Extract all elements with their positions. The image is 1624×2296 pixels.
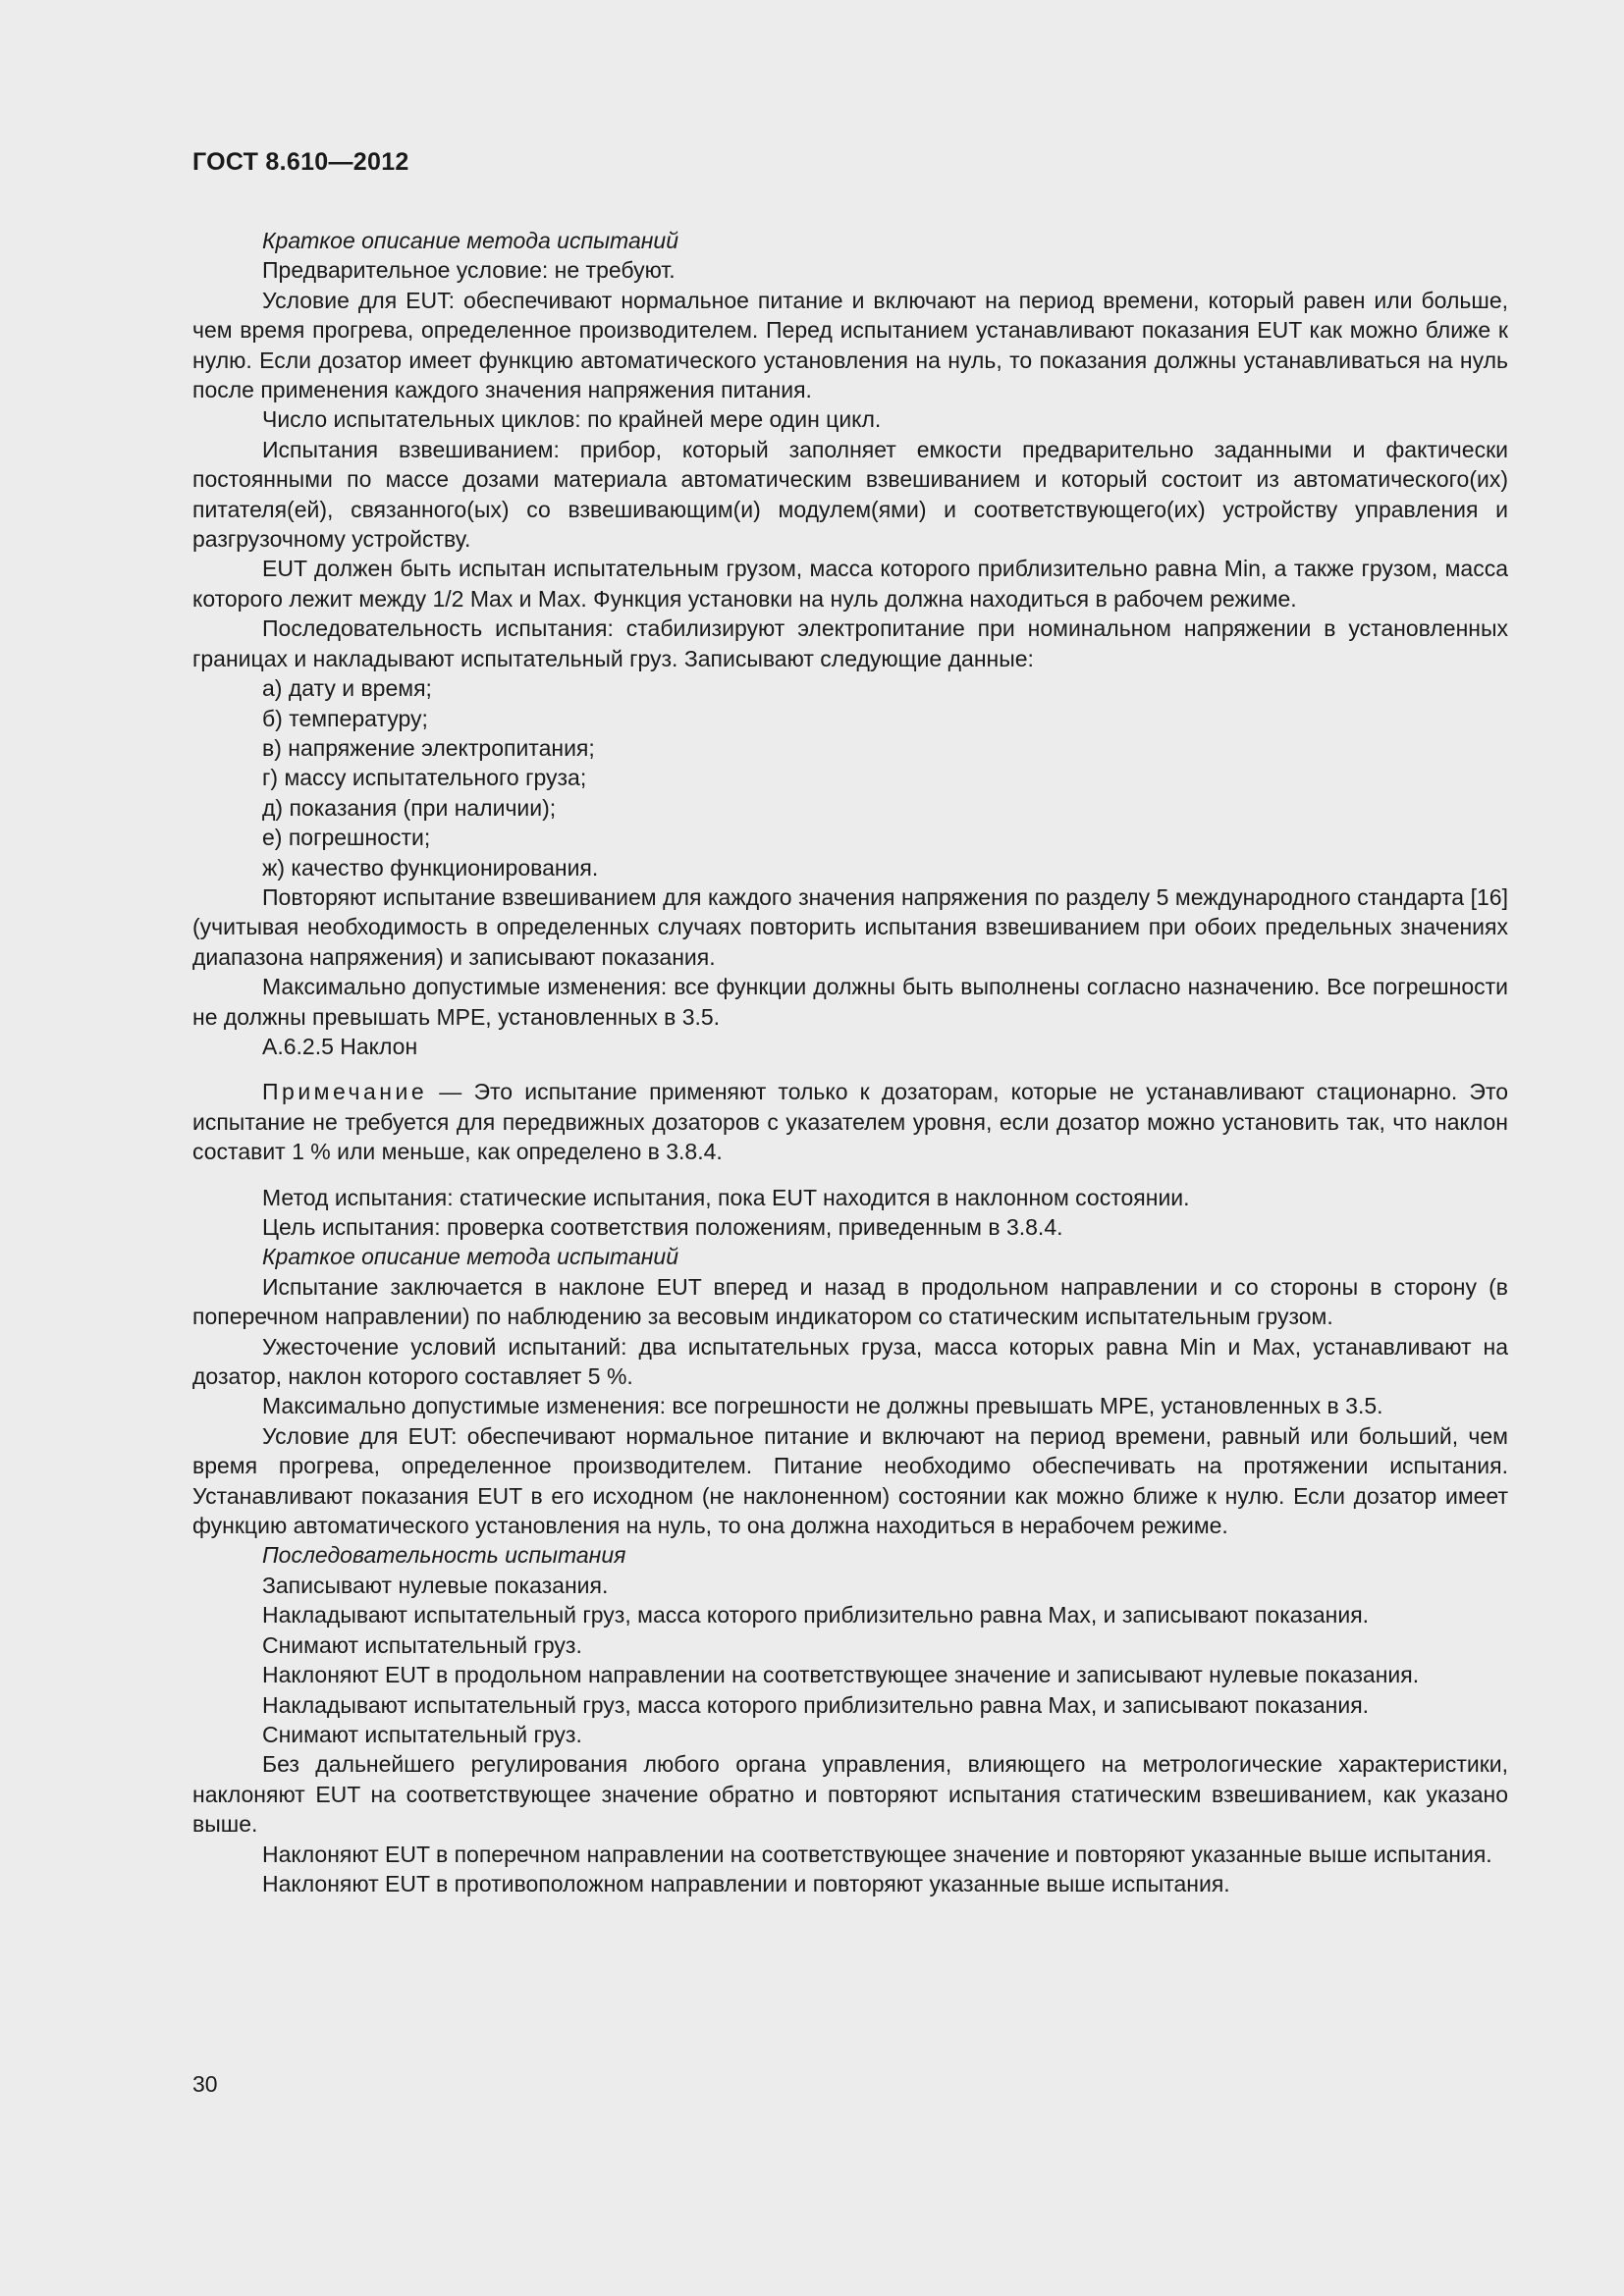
section-heading: Последовательность испытания xyxy=(262,1542,626,1569)
paragraph: Накладывают испытательный груз, масса которого приблизительно равна Max, и записывают показания. xyxy=(262,1602,1370,1629)
page-number: 30 xyxy=(192,2071,218,2097)
paragraph: Наклоняют EUT в противоположном направлении и повторяют указанные выше испытания. xyxy=(262,1870,1230,1896)
section-heading: Краткое описание метода испытаний xyxy=(262,1244,678,1270)
paragraph: Испытания взвешиванием: прибор, который заполняет емкости предварительно заданными и фактически постоянными по массе дозами материала автоматическим взвешиванием и который состоит из автоматического(их) питателя(ей), связанного(ых) со взвешивающим(и) модулем(ями) и соответствующего(их) устройству управления и разгрузочному устройству. xyxy=(192,436,1508,553)
paragraph: Число испытательных циклов: по крайней мере один цикл. xyxy=(262,406,882,433)
list-item: г) массу испытательного груза; xyxy=(262,765,587,791)
list-item: а) дату и время; xyxy=(262,675,432,702)
paragraph: Без дальнейшего регулирования любого органа управления, влияющего на метрологические характеристики, наклоняют EUT на соответствующее значение обратно и повторяют испытания статическим взвешиванием, как указано выше. xyxy=(192,1751,1508,1838)
paragraph: Условие для EUT: обеспечивают нормальное питание и включают на период времени, равный или больший, чем время прогрева, определенное производителем. Питание необходимо обеспечивать на протяжении испытания. Устанавливают показания EUT в его исходном (не наклоненном) состоянии как можно ближе к нулю. Если дозатор имеет функцию автоматического установления на нуль, то она должна находиться в нерабочем режиме. xyxy=(192,1422,1508,1539)
paragraph: Цель испытания: проверка соответствия положениям, приведенным в 3.8.4. xyxy=(262,1214,1063,1240)
paragraph: EUT должен быть испытан испытательным грузом, масса которого приблизительно равна Min, а также грузом, масса которого лежит между 1/2 Max и Max. Функция установки на нуль должна находиться в рабочем режиме. xyxy=(192,556,1508,612)
paragraph: Записывают нулевые показания. xyxy=(262,1572,609,1598)
paragraph: Последовательность испытания: стабилизируют электропитание при номинальном напряжении в установленных границах и накладывают испытательный груз. Записывают следующие данные: xyxy=(192,615,1508,671)
paragraph: Наклоняют EUT в продольном направлении на соответствующее значение и записывают нулевые показания. xyxy=(262,1662,1420,1688)
paragraph: Повторяют испытание взвешиванием для каждого значения напряжения по разделу 5 международного стандарта [16] (учитывая необходимость в определенных случаях повторить испытания взвешиванием при обоих предельных значениях диапазона напряжения) и записывают показания. xyxy=(192,883,1508,970)
paragraph: Снимают испытательный груз. xyxy=(262,1631,582,1658)
paragraph: Накладывают испытательный груз, масса которого приблизительно равна Max, и записывают показания. xyxy=(262,1691,1370,1718)
paragraph: Снимают испытательный груз. xyxy=(262,1721,582,1747)
list-item: д) показания (при наличии); xyxy=(262,794,557,821)
note-dash: — xyxy=(427,1079,474,1105)
subsection-heading: А.6.2.5 Наклон xyxy=(262,1033,418,1059)
list-item: ж) качество функционирования. xyxy=(262,854,599,881)
document-body xyxy=(192,226,1508,1898)
paragraph: Метод испытания: статические испытания, пока EUT находится в наклонном состоянии. xyxy=(262,1184,1190,1210)
section-heading: Краткое описание метода испытаний xyxy=(262,228,678,253)
note-paragraph xyxy=(192,1077,1508,1166)
paragraph: Предварительное условие: не требуют. xyxy=(262,257,676,284)
paragraph: Испытание заключается в наклоне EUT вперед и назад в продольном направлении и со стороны в сторону (в поперечном направлении) по наблюдению за весовым индикатором со статическим испытательным грузом. xyxy=(192,1273,1508,1330)
paragraph: Наклоняют EUT в поперечном направлении на соответствующее значение и повторяют указанные выше испытания. xyxy=(262,1841,1492,1867)
list-item: б) температуру; xyxy=(262,705,428,731)
list-item: в) напряжение электропитания; xyxy=(262,734,595,761)
paragraph: Максимально допустимые изменения: все функции должны быть выполнены согласно назначению. Все погрешности не должны превышать МРЕ, установленных в 3.5. xyxy=(192,974,1508,1030)
note-text: Это испытание применяют только к дозаторам, которые не устанавливают стационарно. Это испытание не требуется для передвижных дозаторов с указателем уровня, если дозатор можно установить так, что наклон составит 1 % или меньше, как определено в 3.8.4. xyxy=(192,1079,1509,1165)
list-item: е) погрешности; xyxy=(262,825,431,851)
paragraph: Условие для EUT: обеспечивают нормальное питание и включают на период времени, который равен или больше, чем время прогрева, определенное производителем. Перед испытанием устанавливают показания EUT как можно ближе к нулю. Если дозатор имеет функцию автоматического установления на нуль, то показания должны устанавливаться на нуль после применения каждого значения напряжения питания. xyxy=(192,287,1508,403)
paragraph: Максимально допустимые изменения: все погрешности не должны превышать МРЕ, установленных в 3.5. xyxy=(262,1393,1383,1419)
paragraph: Ужесточение условий испытаний: два испытательных груза, масса которых равна Min и Max, устанавливают на дозатор, наклон которого составляет 5 %. xyxy=(192,1333,1508,1390)
document-header: ГОСТ 8.610—2012 xyxy=(192,148,409,176)
note-label: Примечание xyxy=(262,1079,428,1105)
